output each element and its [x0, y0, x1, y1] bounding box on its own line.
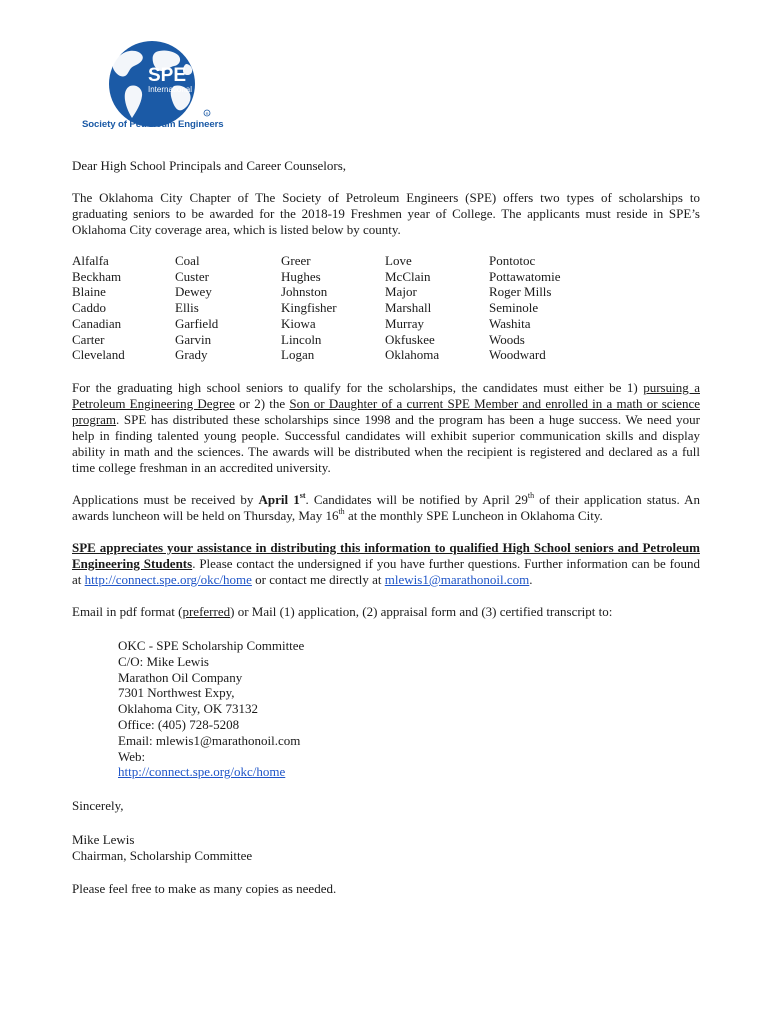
signer-name: Mike Lewis [72, 832, 135, 848]
county-item: Coal [175, 253, 200, 268]
county-column [72, 253, 175, 363]
county-item: Dewey [175, 284, 212, 300]
preferred-label: preferred [182, 603, 231, 619]
deadline-text: April 1 [258, 491, 300, 507]
address-line: OKC - SPE Scholarship Committee [118, 637, 305, 653]
qualify-text: For the graduating high school seniors to qualify for the scholarships, the candidates must either be 1) [72, 379, 644, 395]
county-item: Seminole [489, 300, 539, 316]
county-item: McClain [385, 268, 431, 284]
appreciation-text: . [529, 571, 533, 587]
qualify-text: . SPE has distributed these scholarships since 1998 and the program has been a huge success. We need your help in finding talented young people. Successful candidates will exhibit superior communication skills and display ability in math and the sciences. The awards will be distributed when the recipient is registered and declared as a full time college freshman in an accredited university. [72, 411, 700, 475]
svg-text:R: R [205, 111, 209, 116]
appreciation-text: . Please contact the undersigned if you have further questions. Further information can be found at [72, 555, 700, 587]
address-web-link[interactable]: http://connect.spe.org/okc/home [118, 764, 286, 780]
address-line: C/O: Mike Lewis [118, 653, 209, 669]
qualification-paragraph [72, 380, 700, 476]
appreciation-text: or contact me directly at [251, 571, 385, 587]
contact-email-link[interactable]: mlewis1@marathonoil.com [384, 571, 530, 587]
county-item: Hughes [281, 268, 321, 284]
county-item: Canadian [72, 315, 122, 331]
county-item: Roger Mills [489, 284, 552, 300]
appreciation-heading: SPE appreciates your assistance in distributing this information to qualified High School seniors and Petroleum Engineering Students [72, 539, 700, 571]
letter-body [72, 158, 700, 897]
county-item: Washita [489, 315, 531, 331]
address-line: 7301 Northwest Expy, [118, 685, 235, 701]
qualify-option-2: Son or Daughter of a current SPE Member and enrolled in a math or science program [72, 395, 700, 427]
county-item: Grady [175, 347, 208, 363]
county-item: Cleveland [72, 347, 125, 363]
qualify-option-1: pursuing a Petroleum Engineering Degree [72, 379, 700, 411]
dates-paragraph [72, 492, 700, 524]
appreciation-paragraph [72, 540, 700, 588]
county-item: Johnston [281, 284, 328, 300]
qualify-text: or 2) the [234, 395, 290, 411]
county-item: Garvin [175, 331, 212, 347]
closing: Sincerely, [72, 798, 124, 814]
greeting: Dear High School Principals and Career Counselors, [72, 158, 347, 173]
county-item: Logan [281, 347, 315, 363]
county-list [72, 253, 700, 363]
county-item: Woodward [489, 347, 546, 363]
dates-text: at the monthly SPE Luncheon in Oklahoma City. [344, 507, 603, 523]
county-item: Carter [72, 331, 105, 347]
signer-title: Chairman, Scholarship Committee [72, 848, 253, 864]
deadline-date [259, 492, 306, 507]
footer-note: Please feel free to make as many copies as needed. [72, 881, 337, 897]
county-item: Woods [489, 331, 525, 347]
address-email: Email: mlewis1@marathonoil.com [118, 732, 301, 748]
county-item: Greer [281, 253, 311, 268]
county-item: Kiowa [281, 315, 316, 331]
deadline-suffix: st [299, 490, 306, 500]
date-suffix: th [338, 506, 345, 516]
logo-sub-text: International [148, 85, 193, 94]
county-column [175, 253, 281, 363]
county-item: Murray [385, 315, 424, 331]
county-column [489, 253, 599, 363]
submission-instructions [72, 604, 700, 620]
office-phone: Office: (405) 728-5208 [118, 716, 240, 732]
intro-paragraph: The Oklahoma City Chapter of The Society of Petroleum Engineers (SPE) offers two types of scholarships to graduating seniors to be awarded for the 2018-19 Freshmen year of College. The applicants must reside in SPE’s Oklahoma City coverage area, which is listed below by county. [72, 190, 700, 237]
county-item: Pottawatomie [489, 268, 561, 284]
logo-org-name: Society of Petroleum Engineers [82, 119, 224, 130]
county-column [385, 253, 489, 363]
date-suffix: th [527, 490, 535, 500]
county-item: Garfield [175, 315, 219, 331]
county-item: Pontotoc [489, 253, 536, 268]
dates-text: of their application status. An awards luncheon will be held on Thursday, May 16 [72, 491, 700, 523]
dates-text: Applications must be received by [72, 491, 259, 507]
address-line: Marathon Oil Company [118, 669, 243, 685]
instructions-text: ) or Mail (1) application, (2) appraisal form and (3) certified transcript to: [230, 603, 613, 619]
county-item: Marshall [385, 300, 432, 316]
dates-text: . Candidates will be notified by April 29 [305, 491, 528, 507]
county-item: Alfalfa [72, 253, 109, 268]
mailing-address [118, 638, 700, 780]
county-item: Beckham [72, 268, 122, 284]
county-item: Ellis [175, 300, 199, 316]
chapter-website-link[interactable]: http://connect.spe.org/okc/home [84, 571, 252, 587]
signature-block [72, 832, 700, 864]
county-item: Major [385, 284, 417, 300]
county-item: Oklahoma [385, 347, 440, 363]
address-line: Oklahoma City, OK 73132 [118, 701, 258, 717]
county-item: Kingfisher [281, 300, 337, 316]
county-column [281, 253, 385, 363]
county-item: Love [385, 253, 412, 268]
county-item: Lincoln [281, 331, 322, 347]
logo-mark-text: SPE [148, 65, 187, 86]
web-label: Web: [118, 748, 146, 764]
county-item: Custer [175, 268, 209, 284]
instructions-text: Email in pdf format ( [72, 603, 183, 619]
county-item: Okfuskee [385, 331, 435, 347]
county-item: Caddo [72, 300, 106, 316]
address-web-line [118, 749, 700, 781]
county-item: Blaine [72, 284, 106, 300]
